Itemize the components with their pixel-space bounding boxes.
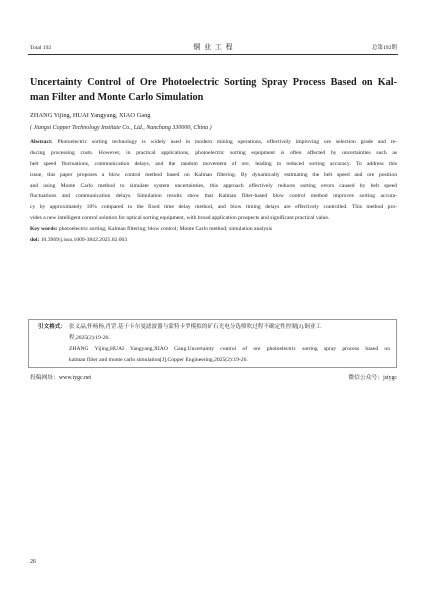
doi-label: doi:: [30, 237, 40, 244]
header-rule: [28, 54, 398, 55]
journal-contact-footer: [30, 373, 397, 383]
abstract-line: [30, 137, 397, 148]
citation-cn-line: 程,2025(2):19-26.: [69, 335, 110, 341]
author-list: ZHANG Yijing, HUAI Yangyang, XIAO Gang: [30, 112, 151, 119]
abstract-line: vides a new intelligent control solution for optical sorting equipment, with broad application prospects and significant practical value.: [30, 215, 330, 222]
journal-name: 铜 业 工 程: [193, 43, 234, 51]
submission-website: 投稿网址：www.tygc.net: [30, 375, 92, 381]
abstract-line: fluctuations and communication delays. Simulation results show that Kalman filter-based blow control method improves sorting accura-: [30, 193, 397, 200]
citation-label: 引文格式：: [38, 324, 66, 330]
abstract-line: ducing processing costs. However, in practical applications, photoelectric sorting equipment is often affected by uncertainties such as: [30, 149, 397, 156]
citation-cn-line: [29, 322, 396, 333]
abstract-line: and using Monte Carlo method to simulate system uncertainties, this approach effectively reduces sorting errors caused by belt speed: [30, 182, 397, 189]
citation-box: [28, 319, 397, 368]
citation-en-line: kalman filter and monte carlo simulation[J].Copper Engineering,2025(2):19-26.: [69, 357, 248, 363]
citation-cn-text: 张义晶,怀杨杨,肖罡.基于卡尔曼滤波器与蒙特卡罗模拟的矿石光电分选喷吹过程不确定性控制[J].铜业工: [69, 324, 322, 330]
title-line: Uncertainty Control of Ore Photoelectric Sorting Spray Process Based on Kal-: [30, 77, 397, 88]
issue-total-cn-label: 总第192期: [371, 45, 397, 51]
abstract-line: cy by approximately 10% compared to the fixed time delay method, and blow timing delays are effectively controlled. This method pro-: [30, 204, 397, 211]
keywords-text: photoelectric sorting; Kalman filtering; blow control; Monte Carlo method; simulation analysis: [58, 226, 273, 233]
abstract-text: Photoelectric sorting technology is widely used in modern mining operations, effectively improving ore selection grade and re-: [57, 139, 397, 145]
page-number: 26: [30, 559, 36, 565]
title-line: man Filter and Monte Carlo Simulation: [30, 91, 204, 103]
doi-text: 10.3969/j.issn.1009-3842.2025.02.003: [40, 237, 128, 244]
abstract-line: belt speed fluctuations, communication delays, and the random movement of ore, leading to reduced sorting accuracy. To address this: [30, 160, 397, 167]
issue-total-label: Total 192: [30, 45, 52, 51]
author-affiliation: ( Jiangxi Copper Technology Institute Co., Ltd., Nanchang 330000, China ): [30, 125, 212, 131]
doi-line: [30, 235, 397, 246]
article-title: [30, 76, 397, 105]
keywords-label: Key words:: [30, 226, 58, 233]
citation-en-line: ZHANG Yijing,HUAI Yangyang,XIAO Gang.Uncertainty control of ore photoelectric sorting spray process based on: [69, 346, 390, 352]
abstract-line: issue, this paper proposes a blow control method based on Kalman filtering. By dynamically estimating the belt speed and ore position: [30, 171, 397, 178]
abstract-label: Abstract:: [30, 139, 53, 145]
abstract-block: [30, 137, 397, 246]
running-header: [30, 43, 397, 53]
keywords-line: [30, 224, 397, 235]
wechat-account: 微信公众号：jstygc: [348, 375, 397, 381]
